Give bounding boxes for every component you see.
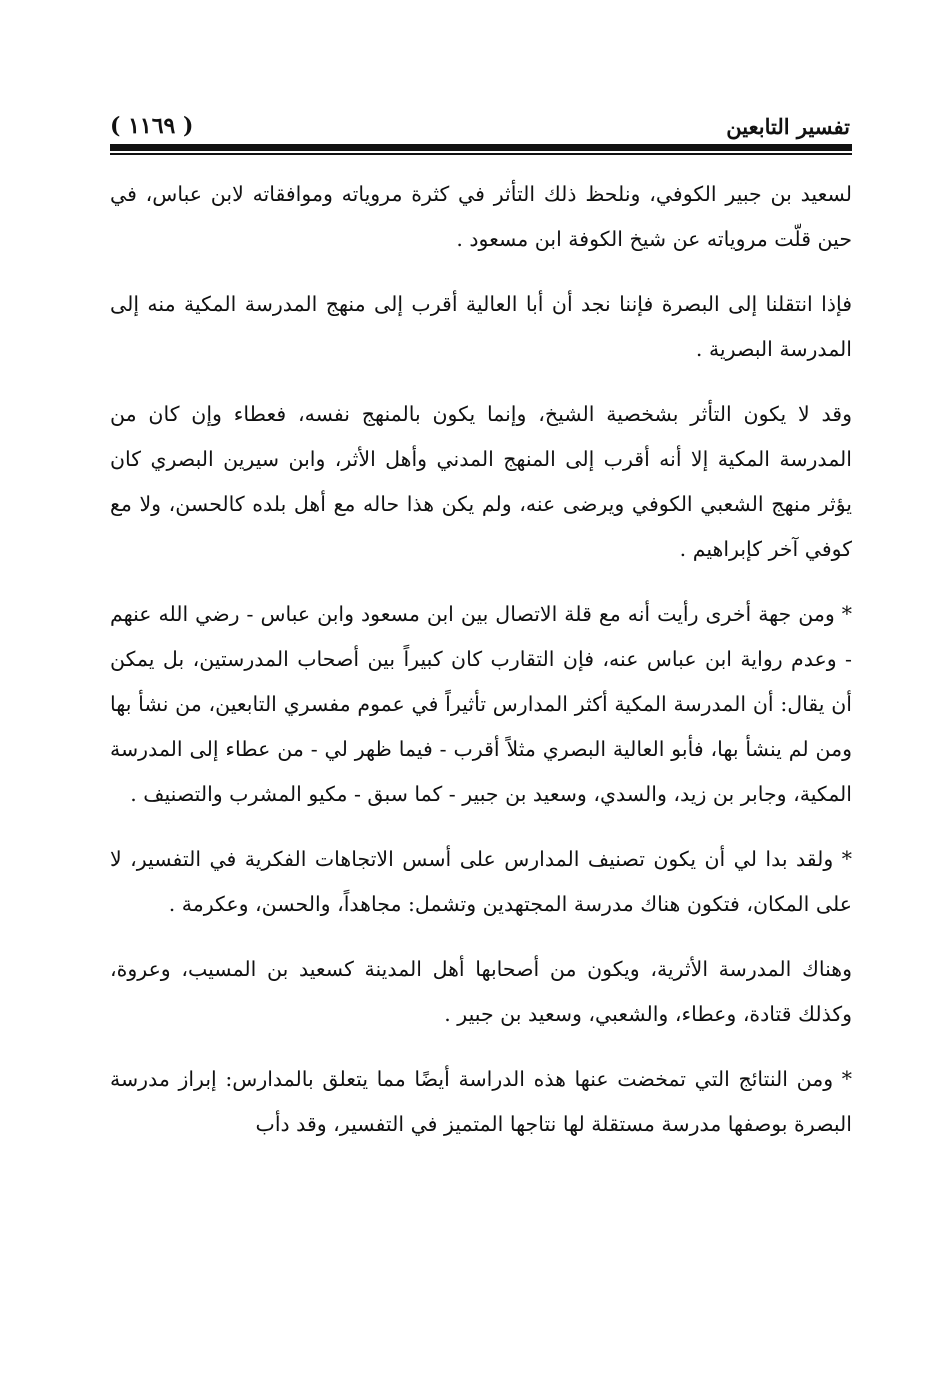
paragraph-7: * ومن النتائج التي تمخضت عنها هذه الدراسة أيضًا مما يتعلق بالمدارس: إبراز مدرسة البصرة بوصفها مدرسة مستقلة لها نتاجها المتميز في التفسير، وقد دأب bbox=[110, 1067, 852, 1136]
running-header bbox=[110, 108, 850, 144]
paragraph-4: * ومن جهة أخرى رأيت أنه مع قلة الاتصال بين ابن مسعود وابن عباس - رضي الله عنهم - وعدم رواية ابن عباس عنه، فإن التقارب كان كبيراً بين أصحاب المدرستين، بل يمكن أن يقال: أن المدرسة المكية أكثر المدارس تأثيراً في عموم مفسري التابعين، من نشأ بها ومن لم ينشأ بها، فأبو العالية البصري مثلاً أقرب - فيما ظهر لي - من عطاء إلى المدرسة المكية، وجابر بن زيد، والسدي، وسعيد بن جبير - كما سبق - مكيو المشرب والتصنيف . bbox=[110, 602, 852, 806]
page-number: ( ١١٦٩ ) bbox=[110, 113, 194, 139]
header-rule-thick bbox=[110, 144, 852, 151]
paragraph-3: وقد لا يكون التأثر بشخصية الشيخ، وإنما يكون بالمنهج نفسه، فعطاء وإن كان من المدرسة المكية إلا أنه أقرب إلى المنهج المدني وأهل الأثر، وابن سيرين البصري كان يؤثر منهج الشعبي الكوفي ويرضى عنه، ولم يكن هذا حاله مع أهل بلده كالحسن، ولا مع كوفي آخر كإبراهيم . bbox=[110, 402, 852, 561]
book-title: تفسير التابعين bbox=[726, 113, 850, 139]
paragraph-5: * ولقد بدا لي أن يكون تصنيف المدارس على أسس الاتجاهات الفكرية في التفسير، لا على المكان، فتكون هناك مدرسة المجتهدين وتشمل: مجاهداً، والحسن، وعكرمة . bbox=[110, 847, 852, 916]
paragraph-2: فإذا انتقلنا إلى البصرة فإننا نجد أن أبا العالية أقرب إلى منهج المدرسة المكية منه إلى المدرسة البصرية . bbox=[110, 292, 852, 361]
header-rule-thin bbox=[110, 153, 852, 155]
body-text bbox=[110, 172, 852, 1147]
paragraph-1: لسعيد بن جبير الكوفي، ونلحظ ذلك التأثر في كثرة مروياته وموافقاته لابن عباس، في حين قلّت مروياته عن شيخ الكوفة ابن مسعود . bbox=[110, 182, 852, 251]
paragraph-6: وهناك المدرسة الأثرية، ويكون من أصحابها أهل المدينة كسعيد بن المسيب، وعروة، وكذلك قتادة، وعطاء، والشعبي، وسعيد بن جبير . bbox=[110, 957, 852, 1026]
